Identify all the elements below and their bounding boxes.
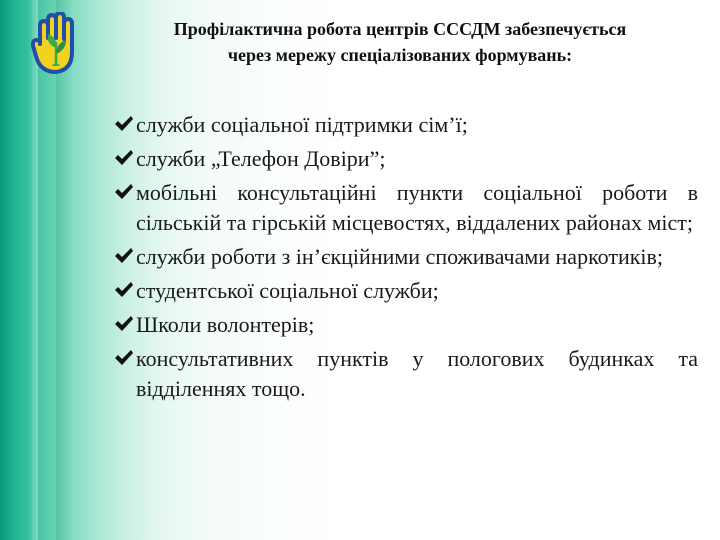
checkmark-icon — [114, 349, 134, 367]
background-stripe — [28, 0, 38, 540]
formations-list — [114, 110, 698, 408]
checkmark-icon — [114, 247, 134, 265]
list-item-text: Школи волонтерів; — [136, 312, 315, 337]
list-item — [114, 242, 698, 272]
background-stripe — [56, 0, 74, 540]
slide-title-line: через мережу спеціалізованих формувань: — [227, 45, 573, 65]
list-item-text: консультативних пунктів у пологових будинках та відділеннях тощо. — [136, 346, 698, 401]
slide-title-line: Профілактична робота центрів СССДМ забезпечується — [173, 19, 627, 39]
checkmark-icon — [114, 183, 134, 201]
list-item — [114, 344, 698, 404]
checkmark-icon — [114, 315, 134, 333]
list-item-text: служби роботи з ін’єкційними споживачами наркотиків; — [136, 244, 664, 269]
list-item — [114, 276, 698, 306]
list-item — [114, 110, 698, 140]
list-item-text: служби „Телефон Довіри”; — [136, 146, 386, 171]
list-item — [114, 144, 698, 174]
list-item-text: мобільні консультаційні пункти соціальної роботи в сільській та гірській місцевостях, віддалених районах міст; — [136, 180, 698, 235]
list-item-text: студентської соціальної служби; — [136, 278, 439, 303]
list-item-text: служби соціальної підтримки сім’ї; — [136, 112, 468, 137]
list-item — [114, 178, 698, 238]
checkmark-icon — [114, 149, 134, 167]
slide-title — [90, 16, 710, 68]
hand-logo-icon — [30, 12, 82, 76]
list-item — [114, 310, 698, 340]
checkmark-icon — [114, 281, 134, 299]
checkmark-icon — [114, 115, 134, 133]
background-stripe — [0, 0, 14, 540]
